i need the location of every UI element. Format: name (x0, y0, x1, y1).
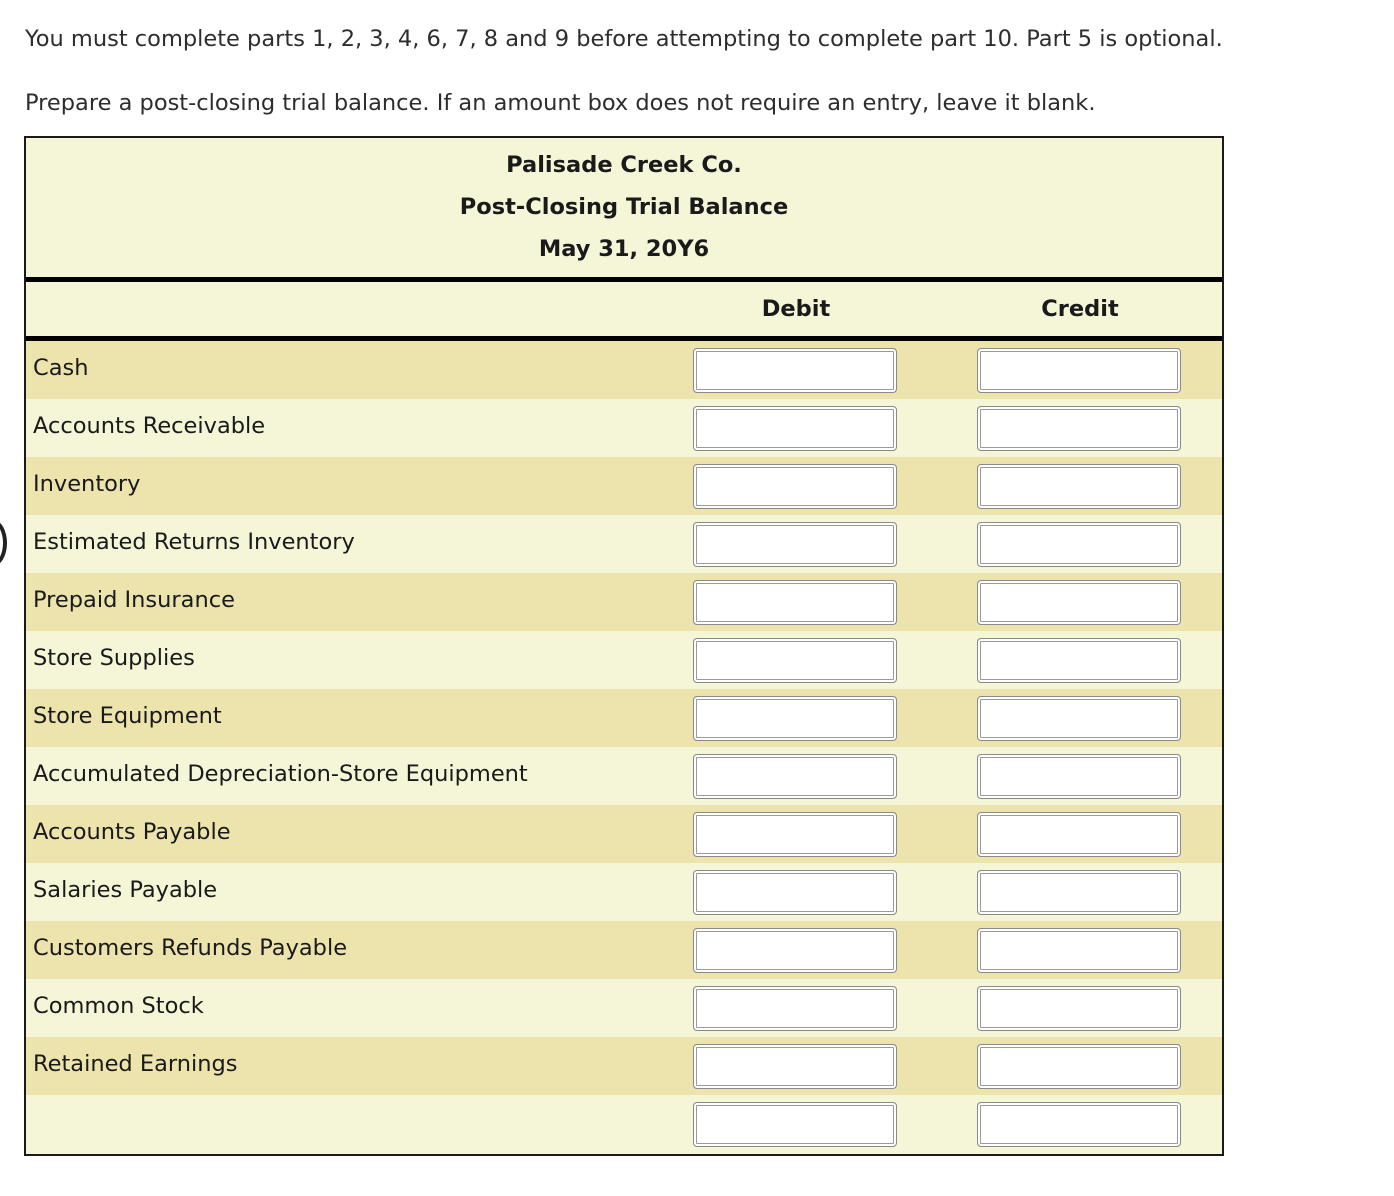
account-rows (26, 341, 1222, 1153)
credit-input[interactable] (977, 348, 1181, 393)
account-label: Store Equipment (33, 703, 222, 729)
credit-column-header: Credit (1041, 296, 1119, 322)
post-closing-trial-balance-table (24, 136, 1224, 1156)
account-label: Customers Refunds Payable (33, 935, 348, 961)
credit-input[interactable] (977, 928, 1181, 973)
debit-input[interactable] (693, 464, 897, 509)
account-label: Accumulated Depreciation-Store Equipment (33, 761, 528, 787)
account-label: Salaries Payable (33, 877, 218, 903)
table-row (26, 979, 1222, 1037)
account-label: Inventory (33, 471, 141, 497)
account-label: Accounts Payable (33, 819, 231, 845)
statement-heading (26, 138, 1222, 277)
table-row (26, 573, 1222, 631)
instruction-prepare: Prepare a post-closing trial balance. If an amount box does not require an entry, leave it blank. (25, 90, 1096, 116)
table-row (26, 341, 1222, 399)
account-label: Retained Earnings (33, 1051, 238, 1077)
debit-input[interactable] (693, 522, 897, 567)
table-row (26, 805, 1222, 863)
credit-input[interactable] (977, 986, 1181, 1031)
credit-input[interactable] (977, 696, 1181, 741)
total-row (26, 1095, 1222, 1153)
partial-circle-icon (0, 520, 7, 566)
debit-input[interactable] (693, 696, 897, 741)
table-row (26, 457, 1222, 515)
debit-total-input[interactable] (693, 1102, 897, 1147)
credit-input[interactable] (977, 522, 1181, 567)
company-name: Palisade Creek Co. (506, 152, 742, 178)
credit-total-input[interactable] (977, 1102, 1181, 1147)
instruction-parts: You must complete parts 1, 2, 3, 4, 6, 7, 8 and 9 before attempting to complete part 10. Part 5 is optional. (25, 26, 1223, 52)
debit-input[interactable] (693, 754, 897, 799)
table-row (26, 747, 1222, 805)
credit-input[interactable] (977, 870, 1181, 915)
table-row (26, 631, 1222, 689)
column-header-row (26, 282, 1222, 336)
table-row (26, 515, 1222, 573)
account-label: Accounts Receivable (33, 413, 266, 439)
debit-input[interactable] (693, 812, 897, 857)
debit-input[interactable] (693, 638, 897, 683)
credit-input[interactable] (977, 406, 1181, 451)
debit-input[interactable] (693, 928, 897, 973)
debit-input[interactable] (693, 1044, 897, 1089)
account-label: Estimated Returns Inventory (33, 529, 355, 555)
table-row (26, 399, 1222, 457)
credit-input[interactable] (977, 580, 1181, 625)
statement-date: May 31, 20Y6 (538, 236, 710, 262)
debit-input[interactable] (693, 406, 897, 451)
account-label: Common Stock (33, 993, 204, 1019)
debit-input[interactable] (693, 986, 897, 1031)
table-row (26, 921, 1222, 979)
debit-input[interactable] (693, 870, 897, 915)
debit-column-header: Debit (761, 296, 831, 322)
account-label: Store Supplies (33, 645, 195, 671)
table-row (26, 1037, 1222, 1095)
credit-input[interactable] (977, 1044, 1181, 1089)
debit-input[interactable] (693, 348, 897, 393)
debit-input[interactable] (693, 580, 897, 625)
account-label: Prepaid Insurance (33, 587, 235, 613)
credit-input[interactable] (977, 464, 1181, 509)
account-label: Cash (33, 355, 89, 381)
table-row (26, 863, 1222, 921)
credit-input[interactable] (977, 638, 1181, 683)
statement-title: Post-Closing Trial Balance (459, 194, 789, 220)
credit-input[interactable] (977, 812, 1181, 857)
table-row (26, 689, 1222, 747)
credit-input[interactable] (977, 754, 1181, 799)
